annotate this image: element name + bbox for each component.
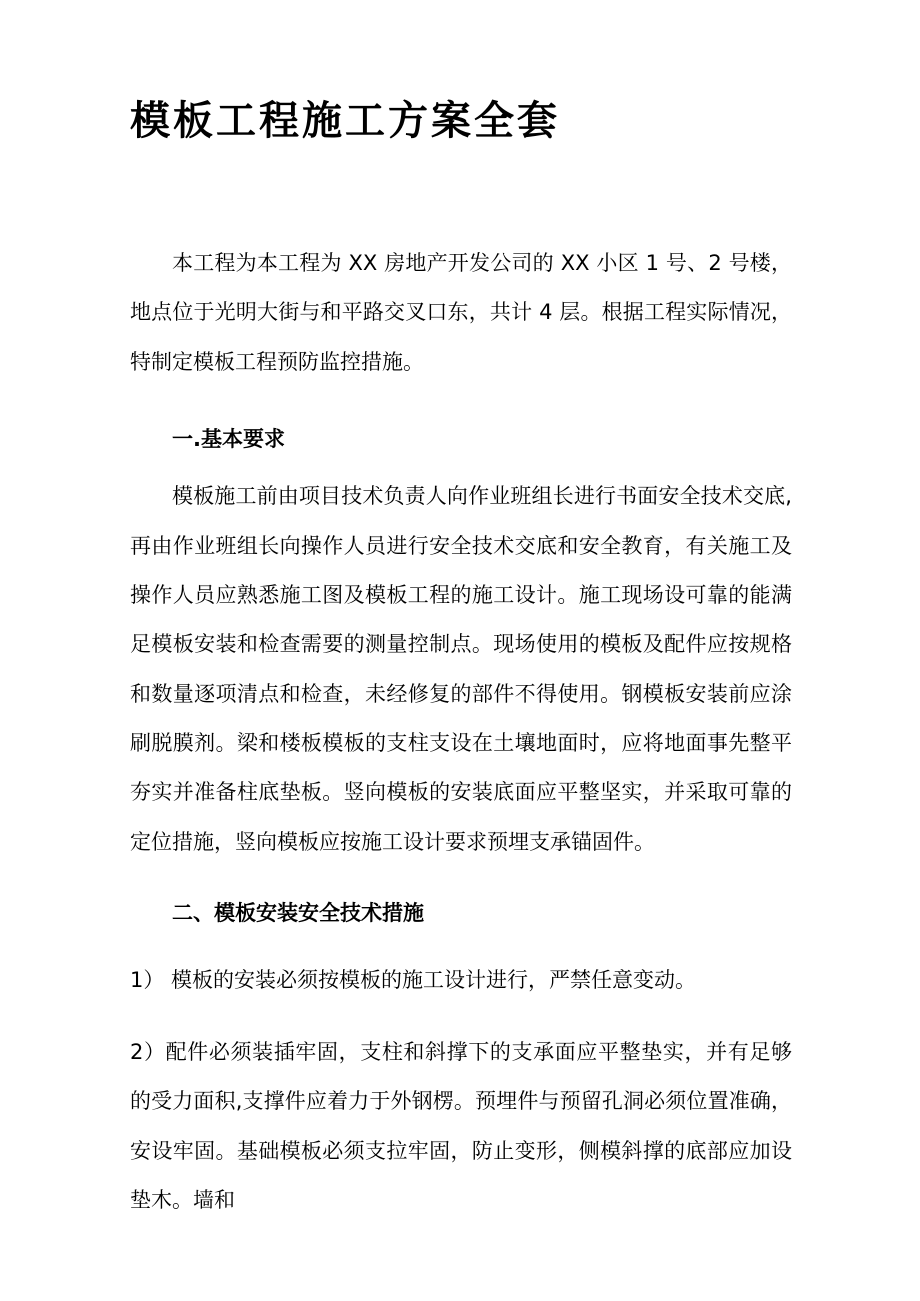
list-item-2: 2）配件必须装插牢固，支柱和斜撑下的支承面应平整垫实，并有足够的受力面积,支撑件应着力于外钢楞。预埋件与预留孔洞必须位置准确，安设牢固。基础模板必须支拉牢固，防止变形，侧模斜撑的底部应加设垫木。墙和 [130, 1039, 792, 1212]
paragraph-basic-requirements: 模板施工前由项目技术负责人向作业班组长进行书面安全技术交底,再由作业班组长向操作人员进行安全技术交底和安全教育，有关施工及操作人员应熟悉施工图及模板工程的施工设计。施工现场设可靠的能满足模板安装和检查需要的测量控制点。现场使用的模板及配件应按规格和数量逐项清点和检查，未经修复的部件不得使用。钢模板安装前应涂刷脱膜剂。梁和楼板模板的支柱支设在土壤地面时，应将地面事先整平夯实并准备柱底垫板。竖向模板的安装底面应平整坚实，并采取可靠的定位措施，竖向模板应按施工设计要求预埋支承锚固件。 [130, 484, 792, 854]
section-heading-installation-safety: 二、模板安装安全技术措施 [172, 901, 424, 926]
section-heading-basic-requirements: 一.基本要求 [172, 427, 285, 452]
document-title: 模板工程施工方案全套 [130, 97, 560, 144]
list-item-1: 1） 模板的安装必须按模板的施工设计进行，严禁任意变动。 [130, 968, 697, 993]
paragraph-intro: 本工程为本工程为 XX 房地产开发公司的 XX 小区 1 号、2 号楼，地点位于光明大街与和平路交叉口东，共计 4 层。根据工程实际情况，特制定模板工程预防监控措施。 [130, 251, 792, 374]
